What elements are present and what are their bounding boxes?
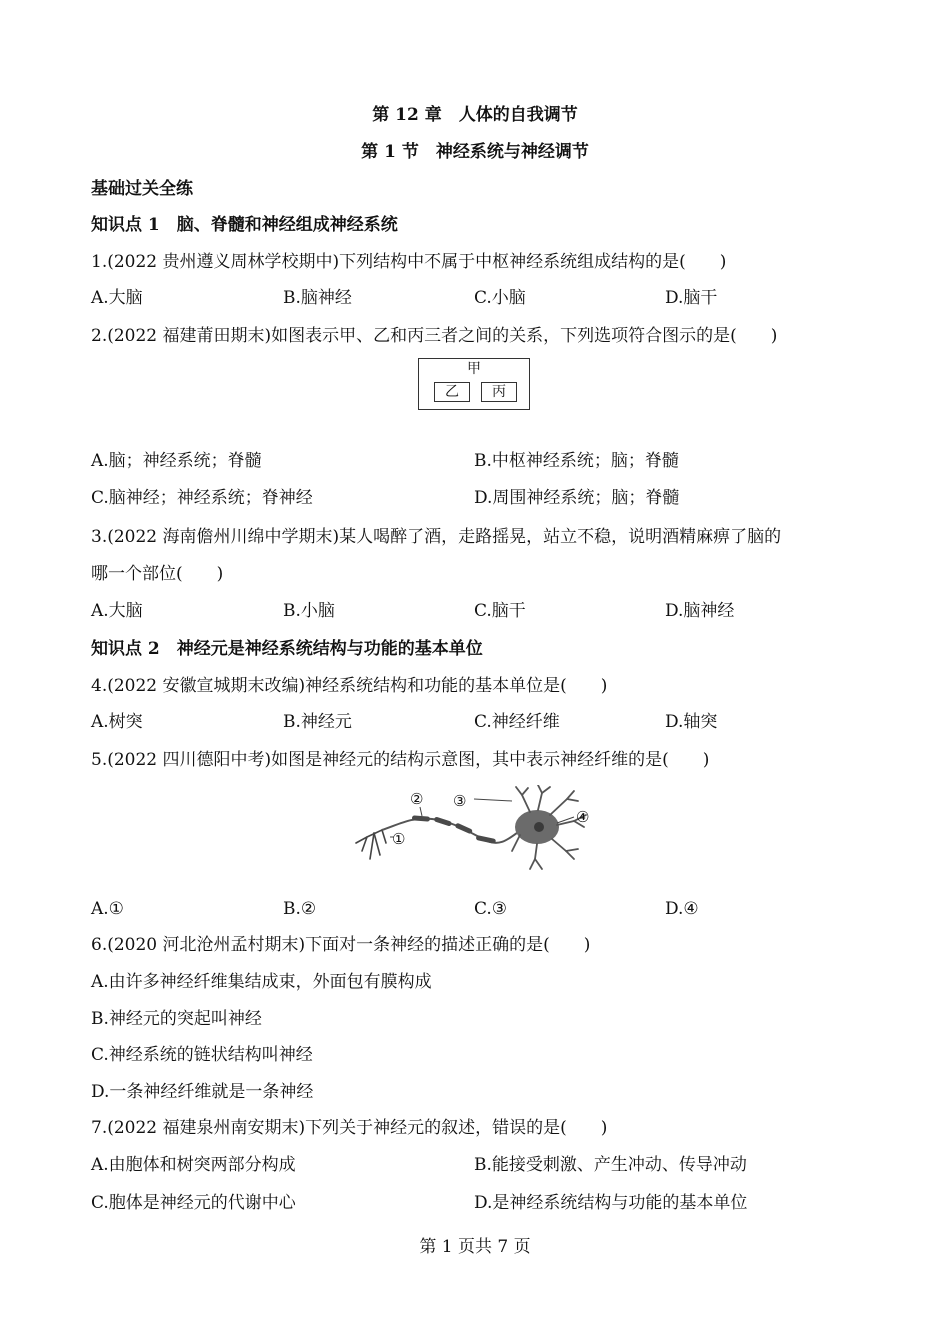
question-1-option-b[interactable]: B.脑神经 (283, 288, 352, 308)
nucleus (534, 822, 544, 832)
figure-left-box: 乙 (434, 382, 470, 402)
question-5-stem: 5.(2022 四川德阳中考)如图是神经元的结构示意图，其中表示神经纤维的是( ) (91, 750, 710, 770)
question-1-stem: 1.(2022 贵州遵义周林学校期中)下列结构中不属于中枢神经系统组成结构的是( ) (91, 252, 727, 272)
question-2-option-a[interactable]: A.脑；神经系统；脊髓 (91, 451, 262, 471)
question-5-option-d[interactable]: D.④ (665, 899, 699, 919)
neuron-diagram (352, 785, 602, 880)
knowledge-point-2: 知识点 2 神经元是神经系统结构与功能的基本单位 (91, 639, 483, 659)
question-5-option-c[interactable]: C.③ (474, 899, 508, 919)
neuron-label-1: ① (392, 830, 406, 848)
question-4-option-c[interactable]: C.神经纤维 (474, 712, 560, 732)
question-1-option-d[interactable]: D.脑干 (665, 288, 718, 308)
question-2-option-b[interactable]: B.中枢神经系统；脑；脊髓 (474, 451, 679, 471)
neuron-label-4: ④ (576, 808, 590, 826)
question-3-option-d[interactable]: D.脑神经 (665, 601, 735, 621)
question-3-option-b[interactable]: B.小脑 (283, 601, 335, 621)
figure-right-box: 丙 (481, 382, 517, 402)
question-4-option-a[interactable]: A.树突 (91, 712, 143, 732)
question-3-stem: 3.(2022 海南儋州川绵中学期末)某人喝醉了酒，走路摇晃，站立不稳，说明酒精麻痹了脑的 (91, 527, 782, 547)
question-4-option-b[interactable]: B.神经元 (283, 712, 352, 732)
question-3-option-c[interactable]: C.脑干 (474, 601, 526, 621)
knowledge-point-1: 知识点 1 脑、脊髓和神经组成神经系统 (91, 215, 398, 235)
question-4-option-d[interactable]: D.轴突 (665, 712, 718, 732)
set-relation-figure (418, 358, 530, 410)
figure-outer-label: 甲 (467, 361, 481, 377)
question-6-option-d[interactable]: D.一条神经纤维就是一条神经 (91, 1082, 314, 1102)
myelin-sheath (412, 815, 496, 844)
question-7-option-a[interactable]: A.由胞体和树突两部分构成 (91, 1155, 296, 1175)
question-7-stem: 7.(2022 福建泉州南安期末)下列关于神经元的叙述，错误的是( ) (91, 1118, 608, 1138)
page-footer: 第 1 页共 7 页 (419, 1237, 531, 1257)
neuron-label-2: ② (410, 790, 424, 808)
question-3-option-a[interactable]: A.大脑 (91, 601, 143, 621)
question-3-stem-cont: 哪一个部位( ) (91, 564, 224, 584)
section-title: 第 1 节 神经系统与神经调节 (361, 142, 589, 162)
question-7-option-d[interactable]: D.是神经系统结构与功能的基本单位 (474, 1193, 748, 1213)
question-6-option-b[interactable]: B.神经元的突起叫神经 (91, 1009, 262, 1029)
question-1-option-c[interactable]: C.小脑 (474, 288, 526, 308)
chapter-title: 第 12 章 人体的自我调节 (372, 105, 578, 125)
question-6-option-c[interactable]: C.神经系统的链状结构叫神经 (91, 1045, 313, 1065)
question-2-option-d[interactable]: D.周围神经系统；脑；脊髓 (474, 488, 680, 508)
axon-terminals (356, 830, 386, 859)
question-7-option-c[interactable]: C.胞体是神经元的代谢中心 (91, 1193, 296, 1213)
question-7-option-b[interactable]: B.能接受刺激、产生冲动、传导冲动 (474, 1155, 747, 1175)
question-5-option-b[interactable]: B.② (283, 899, 317, 919)
question-1-option-a[interactable]: A.大脑 (91, 288, 143, 308)
question-2-option-c[interactable]: C.脑神经；神经系统；脊神经 (91, 488, 313, 508)
question-5-option-a[interactable]: A.① (91, 899, 124, 919)
practice-heading: 基础过关全练 (91, 179, 193, 199)
question-6-option-a[interactable]: A.由许多神经纤维集结成束，外面包有膜构成 (91, 972, 432, 992)
question-6-stem: 6.(2020 河北沧州孟村期末)下面对一条神经的描述正确的是( ) (91, 935, 591, 955)
neuron-label-3: ③ (453, 792, 467, 810)
question-2-stem: 2.(2022 福建莆田期末)如图表示甲、乙和丙三者之间的关系，下列选项符合图示的是( ) (91, 326, 778, 346)
question-4-stem: 4.(2022 安徽宣城期末改编)神经系统结构和功能的基本单位是( ) (91, 676, 608, 696)
